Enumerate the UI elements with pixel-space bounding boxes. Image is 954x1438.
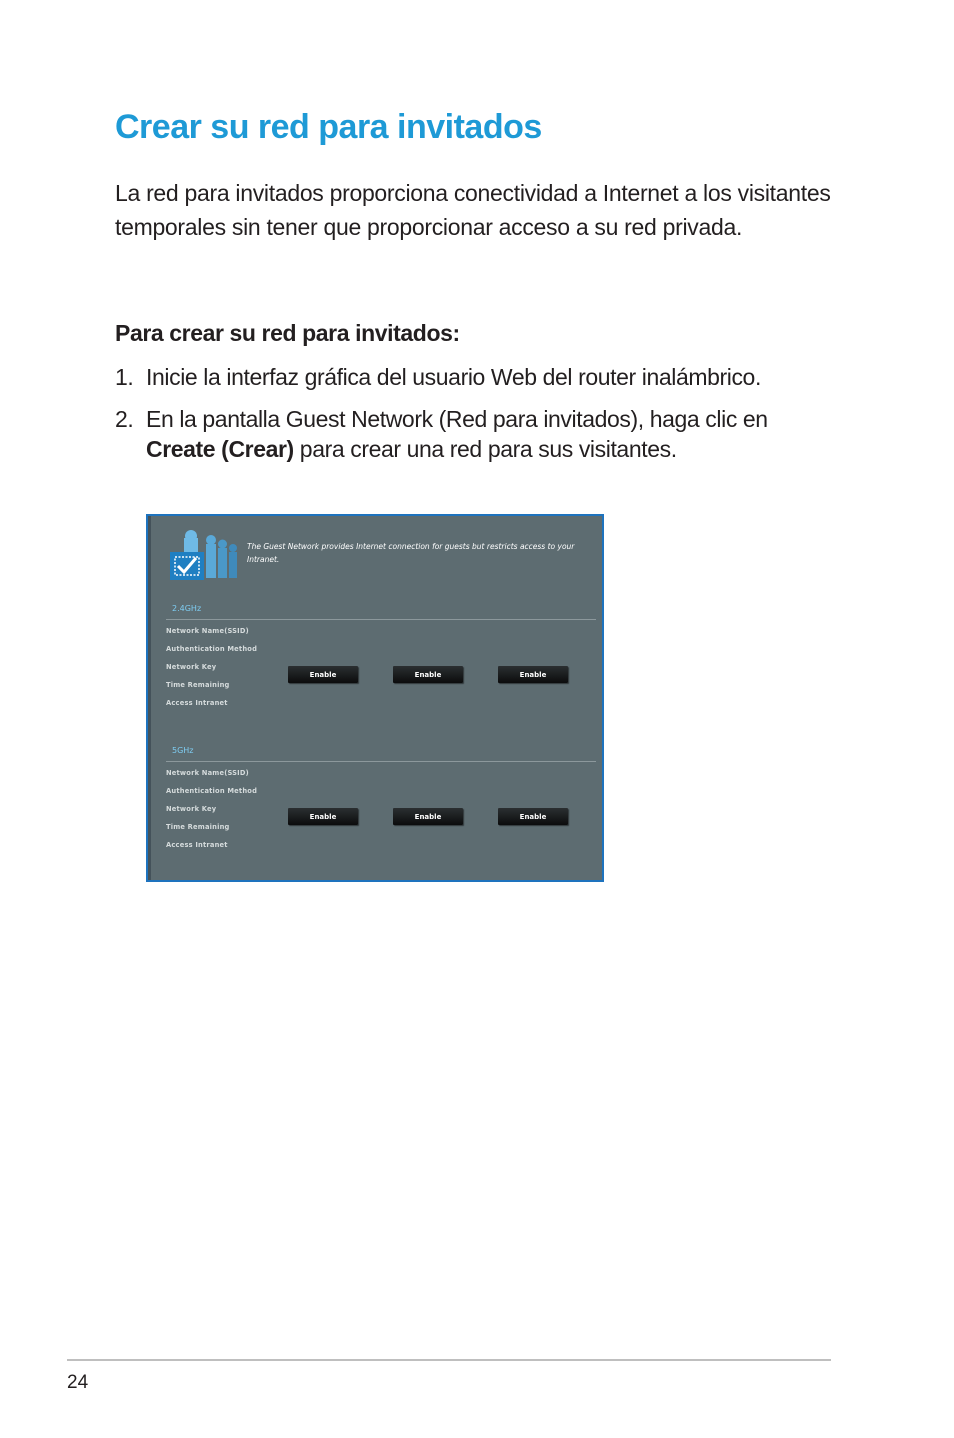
enable-button[interactable]: Enable xyxy=(393,808,463,825)
field-time-remaining: Time Remaining xyxy=(166,823,230,831)
footer-divider xyxy=(67,1359,831,1361)
band-2-4ghz xyxy=(148,604,602,734)
enable-button[interactable]: Enable xyxy=(498,808,568,825)
band-divider xyxy=(166,619,596,620)
field-network-key: Network Key xyxy=(166,663,217,671)
field-network-name: Network Name(SSID) xyxy=(166,627,249,635)
enable-button[interactable]: Enable xyxy=(393,666,463,683)
band-5ghz xyxy=(148,746,602,876)
guest-network-description: The Guest Network provides Internet connection for guests but restricts access to your Intranet. xyxy=(247,542,575,564)
step-number: 2. xyxy=(115,406,134,432)
band-divider xyxy=(166,761,596,762)
create-label: Create (Crear) xyxy=(146,436,294,462)
field-network-key: Network Key xyxy=(166,805,217,813)
page-title: Crear su red para invitados xyxy=(115,108,542,146)
step-2 xyxy=(115,404,835,464)
field-auth-method: Authentication Method xyxy=(166,787,258,795)
guest-network-screenshot xyxy=(146,514,604,882)
field-access-intranet: Access Intranet xyxy=(166,699,228,707)
enable-button[interactable]: Enable xyxy=(288,808,358,825)
step-number: 1. xyxy=(115,364,134,390)
step-text-before: En la pantalla Guest Network (Red para invitados), haga clic en xyxy=(146,406,768,432)
band-label: 5GHz xyxy=(172,746,194,755)
guest-network-icon xyxy=(166,530,246,582)
field-network-name: Network Name(SSID) xyxy=(166,769,249,777)
intro-paragraph: La red para invitados proporciona conectividad a Internet a los visitantes temporales sin tener que proporcionar acceso a su red privada. xyxy=(115,180,831,240)
step-text: Inicie la interfaz gráfica del usuario Web del router inalámbrico. xyxy=(146,364,761,390)
steps-heading: Para crear su red para invitados: xyxy=(115,320,460,346)
step-text-after: para crear una red para sus visitantes. xyxy=(293,436,677,462)
page-number: 24 xyxy=(67,1372,89,1393)
enable-button[interactable]: Enable xyxy=(498,666,568,683)
step-text xyxy=(115,404,835,464)
field-auth-method: Authentication Method xyxy=(166,645,258,653)
field-access-intranet: Access Intranet xyxy=(166,841,228,849)
step-1 xyxy=(115,362,835,392)
field-time-remaining: Time Remaining xyxy=(166,681,230,689)
enable-button[interactable]: Enable xyxy=(288,666,358,683)
band-label: 2.4GHz xyxy=(172,604,202,613)
